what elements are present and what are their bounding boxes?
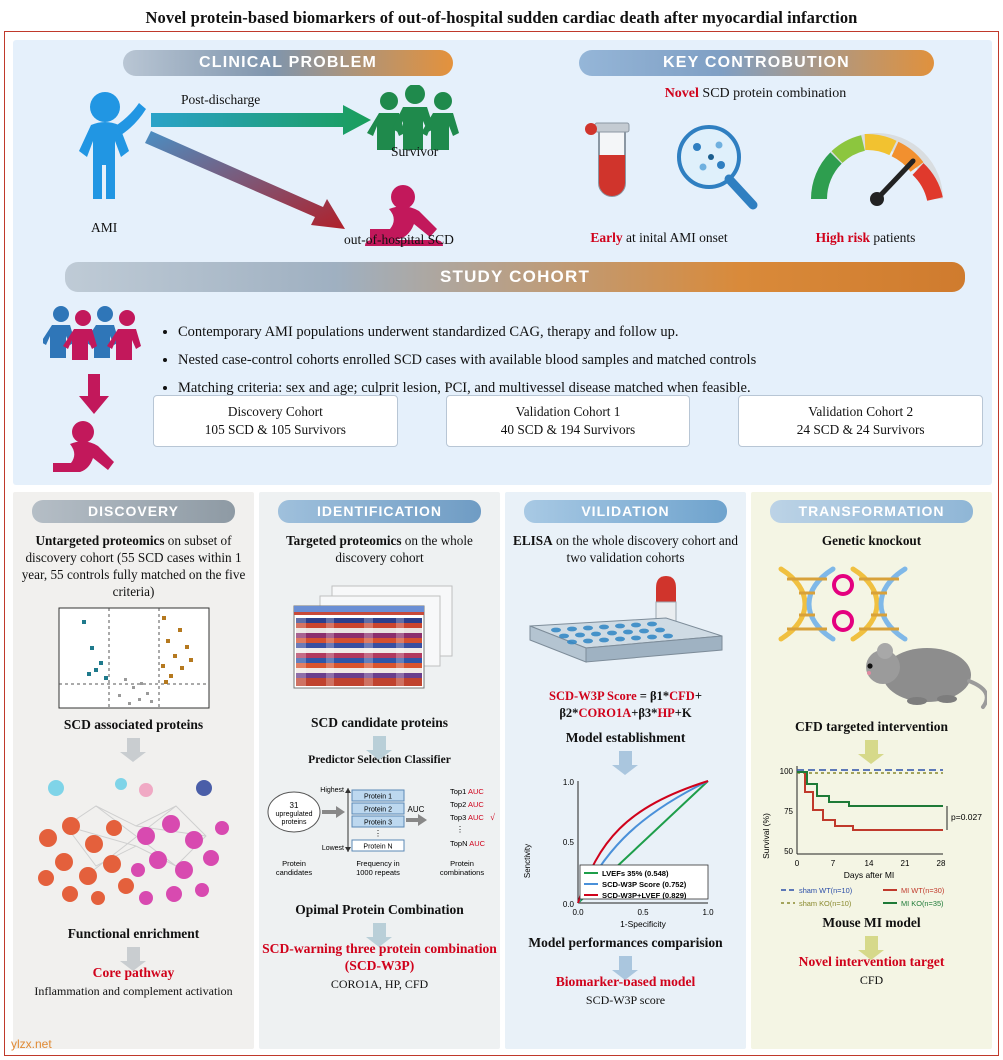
key-sub-early bbox=[559, 230, 759, 246]
svg-text:14: 14 bbox=[864, 859, 873, 868]
svg-text:Protein: Protein bbox=[281, 859, 306, 868]
svg-text:0.0: 0.0 bbox=[572, 908, 584, 917]
cohort-box-validation2 bbox=[738, 395, 983, 447]
discovery-mid-label: SCD associated proteins bbox=[63, 717, 204, 732]
svg-text:AUC: AUC bbox=[407, 805, 424, 814]
roc-curve-chart bbox=[518, 769, 733, 929]
identification-mid-label: SCD candidate proteins bbox=[310, 715, 449, 730]
formula-part: +K bbox=[674, 706, 692, 720]
svg-text:Lowest: Lowest bbox=[321, 845, 344, 852]
svg-text:50: 50 bbox=[783, 847, 793, 856]
formula-part: β2* bbox=[559, 706, 579, 720]
svg-text:Protein: Protein bbox=[449, 859, 474, 868]
validation-description bbox=[513, 532, 738, 566]
svg-text:Protein 1: Protein 1 bbox=[363, 793, 392, 801]
svg-text:Protein 3: Protein 3 bbox=[363, 819, 392, 827]
identification-description-bold: Targeted proteomics bbox=[286, 533, 402, 548]
label-ami: AMI bbox=[91, 220, 118, 235]
transformation-description: Genetic knockout bbox=[821, 533, 922, 548]
key-sub-highrisk-emphasis: High risk bbox=[815, 230, 870, 245]
svg-text:SCD-W3P+LVEF (0.829): SCD-W3P+LVEF (0.829) bbox=[602, 891, 687, 900]
banner-clinical-problem: CLINICAL PROBLEM bbox=[123, 50, 453, 76]
blood-tube-icon bbox=[585, 123, 629, 196]
cohort-box-title: Discovery Cohort bbox=[227, 404, 323, 419]
validation-result-note: SCD-W3P score bbox=[585, 993, 666, 1007]
watermark: ylzx.net bbox=[11, 1037, 52, 1051]
formula-hp: HP bbox=[657, 706, 675, 720]
svg-text:TopN AUC: TopN AUC bbox=[449, 839, 485, 848]
svg-text:Top3 AUC: Top3 AUC bbox=[449, 813, 484, 822]
identification-result-title: SCD-warning three protein combination (SCD-W3P) bbox=[262, 941, 497, 973]
svg-text:upregulated: upregulated bbox=[275, 811, 312, 818]
arrow-down-icon bbox=[13, 738, 254, 752]
svg-text:proteins: proteins bbox=[281, 819, 306, 826]
banner-key-contribution: KEY CONTROBUTION bbox=[579, 50, 934, 76]
svg-text:√: √ bbox=[489, 812, 495, 822]
identification-description-rest: on the whole discovery cohort bbox=[335, 533, 473, 565]
cohort-box-validation1 bbox=[446, 395, 691, 447]
cohort-bullet: • Matching criteria: sex and age; culprit lesion, PCI, and multivessel disease matched when feasible. bbox=[178, 376, 998, 401]
transformation-result-title: Novel intervention target bbox=[798, 954, 945, 969]
cohort-box-detail: 105 SCD & 105 Survivors bbox=[204, 422, 346, 437]
svg-text:0.0: 0.0 bbox=[562, 900, 574, 909]
risk-gauge-icon bbox=[819, 141, 935, 206]
genetic-knockout-illustration bbox=[757, 563, 987, 713]
cohort-box-discovery bbox=[153, 395, 398, 447]
svg-text:Frequency in: Frequency in bbox=[355, 859, 400, 868]
svg-text:0.5: 0.5 bbox=[562, 838, 574, 847]
svg-text:Days after MI: Days after MI bbox=[843, 870, 894, 880]
svg-text:1-Specificity: 1-Specificity bbox=[620, 919, 666, 929]
formula-part: +β3* bbox=[631, 706, 658, 720]
svg-text:⋮: ⋮ bbox=[373, 829, 382, 838]
predictor-selection-classifier-diagram bbox=[264, 770, 496, 890]
cohort-box-title: Validation Cohort 1 bbox=[515, 404, 621, 419]
svg-text:p=0.027: p=0.027 bbox=[950, 812, 982, 822]
validation-description-bold: ELISA bbox=[513, 533, 553, 548]
banner-study-cohort: STUDY COHORT bbox=[65, 262, 965, 292]
formula-score-name: SCD-W3P Score bbox=[549, 689, 637, 703]
svg-text:sham KO(n=10): sham KO(n=10) bbox=[798, 899, 851, 908]
transformation-mid-label: CFD targeted intervention bbox=[795, 719, 948, 734]
svg-text:28: 28 bbox=[936, 859, 945, 868]
key-sub-highrisk-rest: patients bbox=[870, 230, 916, 245]
classifier-title: Predictor Selection Classifier bbox=[308, 754, 451, 766]
svg-text:Highest: Highest bbox=[319, 787, 344, 794]
svg-text:0: 0 bbox=[794, 859, 799, 868]
discovery-bottom-label: Functional enrichment bbox=[67, 926, 200, 941]
banner-validation: VILIDATION bbox=[524, 500, 726, 523]
identification-bottom-label: Opimal Protein Combination bbox=[295, 902, 464, 917]
column-discovery bbox=[13, 492, 254, 1049]
svg-text:MI KO(n=35): MI KO(n=35) bbox=[900, 899, 944, 908]
arrow-down-icon bbox=[751, 740, 992, 754]
validation-mid-label: Model establishment bbox=[565, 730, 686, 745]
svg-text:75: 75 bbox=[783, 807, 793, 816]
formula-cfd: CFD bbox=[669, 689, 695, 703]
svg-text:Top1 AUC: Top1 AUC bbox=[449, 787, 484, 796]
column-validation bbox=[505, 492, 746, 1049]
cohort-population-illustration bbox=[43, 302, 143, 472]
arrow-down-icon bbox=[13, 947, 254, 961]
identification-description bbox=[267, 532, 492, 566]
cohort-bullet: • Nested case-control cohorts enrolled SCD cases with available blood samples and matched controls bbox=[178, 348, 998, 373]
cohort-box-title: Validation Cohort 2 bbox=[808, 404, 914, 419]
svg-text:Senctivity: Senctivity bbox=[523, 843, 532, 879]
key-sub-highrisk bbox=[773, 230, 958, 246]
arrow-down-icon bbox=[505, 751, 746, 765]
cohort-bullets bbox=[138, 320, 998, 404]
banner-discovery: DISCOVERY bbox=[32, 500, 234, 523]
cohort-box-detail: 40 SCD & 194 Survivors bbox=[500, 422, 636, 437]
svg-text:0.5: 0.5 bbox=[637, 908, 649, 917]
discovery-description bbox=[21, 532, 246, 600]
elisa-plate-illustration bbox=[516, 574, 736, 684]
ppi-network-plot bbox=[26, 766, 241, 916]
svg-text:Survival (%): Survival (%) bbox=[760, 813, 771, 859]
magnifier-icon bbox=[679, 127, 753, 205]
discovery-description-rest: on subset of discovery cohort (55 SCD cases within 1 year, 55 controls fully matched on the five criteria) bbox=[21, 533, 246, 599]
clinical-problem-illustration bbox=[53, 85, 553, 260]
arrow-down-icon bbox=[259, 736, 500, 750]
svg-text:Top2 AUC: Top2 AUC bbox=[449, 800, 484, 809]
page-title: Novel protein-based biomarkers of out-of-hospital sudden cardiac death after myocardial infarction bbox=[145, 8, 858, 27]
svg-text:31: 31 bbox=[289, 801, 298, 810]
svg-text:1000 repeats: 1000 repeats bbox=[355, 868, 400, 877]
svg-text:candidates: candidates bbox=[275, 868, 312, 877]
formula-coro1a: CORO1A bbox=[578, 706, 632, 720]
svg-text:sham WT(n=10): sham WT(n=10) bbox=[798, 886, 852, 895]
label-post-discharge: Post-discharge bbox=[181, 92, 261, 107]
discovery-result-title: Core pathway bbox=[92, 965, 175, 980]
key-sub-early-rest: at inital AMI onset bbox=[622, 230, 728, 245]
label-out-of-hospital-scd: out-of-hospital SCD bbox=[344, 232, 454, 247]
discovery-description-bold: Untargeted proteomics bbox=[35, 533, 165, 548]
key-headline-emphasis: Novel bbox=[664, 86, 699, 101]
banner-identification: IDENTIFICATION bbox=[278, 500, 480, 523]
arrow-down-icon bbox=[505, 956, 746, 970]
cohort-bullet: • Contemporary AMI populations underwent standardized CAG, therapy and follow up. bbox=[178, 320, 998, 345]
svg-text:LVEFs 35% (0.548): LVEFs 35% (0.548) bbox=[602, 869, 669, 878]
banner-transformation: TRANSFORMATION bbox=[770, 500, 972, 523]
arrow-down-icon bbox=[259, 923, 500, 937]
svg-text:1.0: 1.0 bbox=[562, 778, 574, 787]
svg-text:21: 21 bbox=[900, 859, 909, 868]
cohort-box-detail: 24 SCD & 24 Survivors bbox=[796, 422, 925, 437]
formula-part: + bbox=[694, 689, 702, 703]
volcano-plot bbox=[54, 606, 214, 711]
key-sub-early-emphasis: Early bbox=[590, 230, 623, 245]
key-headline-rest: SCD protein combination bbox=[698, 86, 847, 101]
cohort-box-group bbox=[153, 395, 983, 447]
figure-frame bbox=[4, 31, 999, 1056]
workflow-columns bbox=[13, 492, 992, 1049]
svg-text:combinations: combinations bbox=[439, 868, 484, 877]
discovery-result-note: Inflammation and complement activation bbox=[34, 984, 233, 998]
key-headline bbox=[583, 86, 928, 102]
validation-description-rest: on the whole discovery cohort and two validation cohorts bbox=[552, 533, 738, 565]
survival-curve-chart bbox=[757, 758, 987, 913]
identification-result-note: CORO1A, HP, CFD bbox=[330, 977, 429, 991]
svg-text:Protein N: Protein N bbox=[362, 843, 393, 851]
svg-text:SCD-W3P Score (0.752): SCD-W3P Score (0.752) bbox=[602, 880, 687, 889]
svg-text:1.0: 1.0 bbox=[702, 908, 714, 917]
svg-text:⋮: ⋮ bbox=[455, 825, 464, 834]
svg-text:Protein 2: Protein 2 bbox=[363, 806, 392, 814]
column-transformation bbox=[751, 492, 992, 1049]
label-survivor: Survivor bbox=[391, 144, 439, 159]
arrow-down-icon bbox=[751, 936, 992, 950]
heatmap-stack bbox=[272, 584, 487, 709]
top-section bbox=[13, 40, 992, 485]
key-contribution-illustration bbox=[569, 115, 949, 225]
scd-w3p-formula bbox=[505, 688, 746, 722]
column-identification bbox=[259, 492, 500, 1049]
svg-text:MI WT(n=30): MI WT(n=30) bbox=[900, 886, 944, 895]
transformation-result-note: CFD bbox=[859, 973, 884, 987]
svg-text:100: 100 bbox=[779, 767, 793, 776]
svg-text:7: 7 bbox=[830, 859, 835, 868]
validation-result-title: Biomarker-based model bbox=[555, 974, 696, 989]
transformation-bottom-label: Mouse MI model bbox=[822, 915, 921, 930]
validation-bottom-label: Model performances comparision bbox=[528, 935, 723, 950]
formula-part: = β1* bbox=[636, 689, 670, 703]
